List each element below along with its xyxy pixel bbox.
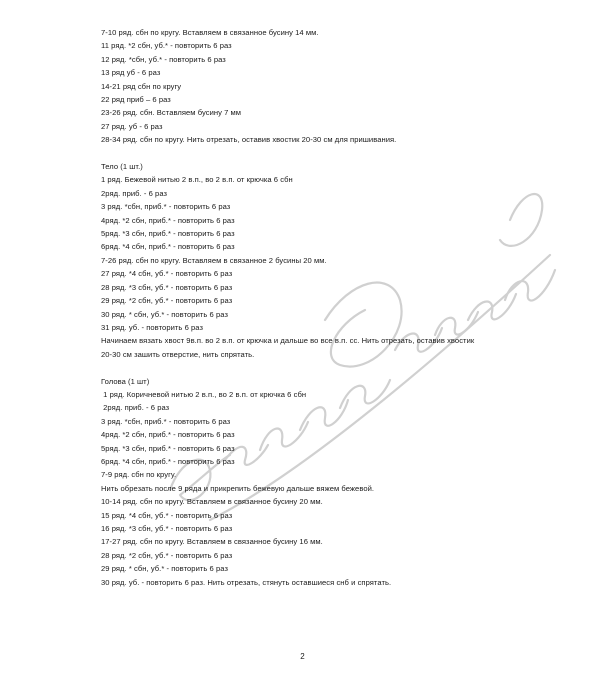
text-line: 10-14 ряд. сбн по кругу. Вставляем в связанное бусину 20 мм.: [101, 497, 323, 507]
text-line: 13 ряд уб - 6 раз: [101, 68, 161, 78]
text-line: 30 ряд. уб. - повторить 6 раз. Нить отрезать, стянуть оставшиеся снб и спрятать.: [101, 577, 392, 587]
text-line: 23-26 ряд. сбн. Вставляем бусину 7 мм: [101, 108, 242, 118]
page-number: 2: [300, 652, 305, 661]
text-line: Нить обрезать после 9 ряда и прикрепить бежевую дальше вяжем бежевой.: [101, 483, 375, 493]
text-line: 3 ряд. *сбн, приб.* - повторить 6 раз: [101, 202, 231, 212]
body-paragraph: Начинаем вязать хвост 9в.п. во 2 в.п. от крючка и дальше во все в.п. сс. Нить отрезать, оставив хвостик 20-30 см зашить отверстие, нить спрятать.: [101, 336, 475, 359]
text-line: 5ряд. *3 сбн, приб.* - повторить 6 раз: [101, 229, 235, 239]
section-top: [101, 26, 581, 147]
text-line: 11 ряд. *2 сбн, уб.* - повторить 6 раз: [101, 41, 232, 51]
text-line: 2ряд. приб. - 6 раз: [101, 403, 170, 413]
text-line: 31 ряд. уб. - повторить 6 раз: [101, 322, 203, 332]
text-line: 5ряд. *3 сбн, приб.* - повторить 6 раз: [101, 443, 235, 453]
text-line: 28 ряд. *2 сбн, уб.* - повторить 6 раз: [101, 550, 233, 560]
text-line: 27 ряд. *4 сбн, уб.* - повторить 6 раз: [101, 269, 233, 279]
text-line: 29 ряд. * сбн, уб.* - повторить 6 раз: [101, 564, 228, 574]
text-line: 6ряд. *4 сбн, приб.* - повторить 6 раз: [101, 456, 235, 466]
text-line: 30 ряд. * сбн, уб.* - повторить 6 раз: [101, 309, 228, 319]
text-line: 1 ряд. Коричневой нитью 2 в.п., во 2 в.п. от крючка 6 сбн: [101, 389, 307, 399]
text-line: 14-21 ряд сбн по кругу: [101, 81, 182, 91]
text-line: 6ряд. *4 сбн, приб.* - повторить 6 раз: [101, 242, 235, 252]
text-line: 17-27 ряд. сбн по кругу. Вставляем в связанное бусину 16 мм.: [101, 537, 323, 547]
text-line: 2ряд. приб. - 6 раз: [101, 188, 168, 198]
text-line: 4ряд. *2 сбн, приб.* - повторить 6 раз: [101, 430, 235, 440]
text-line: 4ряд. *2 сбн, приб.* - повторить 6 раз: [101, 215, 235, 225]
section-head: [101, 375, 581, 590]
text-line: 7-9 ряд. сбн по кругу.: [101, 470, 177, 480]
text-line: 15 ряд. *4 сбн, уб.* - повторить 6 раз: [101, 510, 233, 520]
text-line: 27 ряд. уб - 6 раз: [101, 121, 163, 131]
text-line: 7-10 ряд. сбн по кругу. Вставляем в связанное бусину 14 мм.: [101, 28, 319, 37]
document-content: [101, 26, 581, 589]
text-line: 1 ряд. Бежевой нитью 2 в.п., во 2 в.п. от крючка 6 сбн: [101, 175, 293, 185]
text-line: 29 ряд. *2 сбн, уб.* - повторить 6 раз: [101, 296, 233, 306]
text-line: 12 ряд. *сбн, уб.* - повторить 6 раз: [101, 54, 226, 64]
text-line: 28-34 ряд. сбн по кругу. Нить отрезать, оставив хвостик 20-30 см для пришивания.: [101, 135, 397, 145]
text-line: 16 ряд. *3 сбн, уб.* - повторить 6 раз: [101, 524, 233, 533]
text-line: 22 ряд приб – 6 раз: [101, 95, 171, 105]
section-heading: Голова (1 шт): [101, 376, 150, 386]
text-line: 3 ряд. *сбн, приб.* - повторить 6 раз: [101, 416, 231, 426]
text-line: 7-26 ряд. сбн по кругу. Вставляем в связанное 2 бусины 20 мм.: [101, 255, 327, 265]
section-body: [101, 160, 581, 361]
section-heading: Тело (1 шт.): [101, 162, 143, 172]
text-line: 28 ряд. *3 сбн, уб.* - повторить 6 раз: [101, 282, 233, 292]
